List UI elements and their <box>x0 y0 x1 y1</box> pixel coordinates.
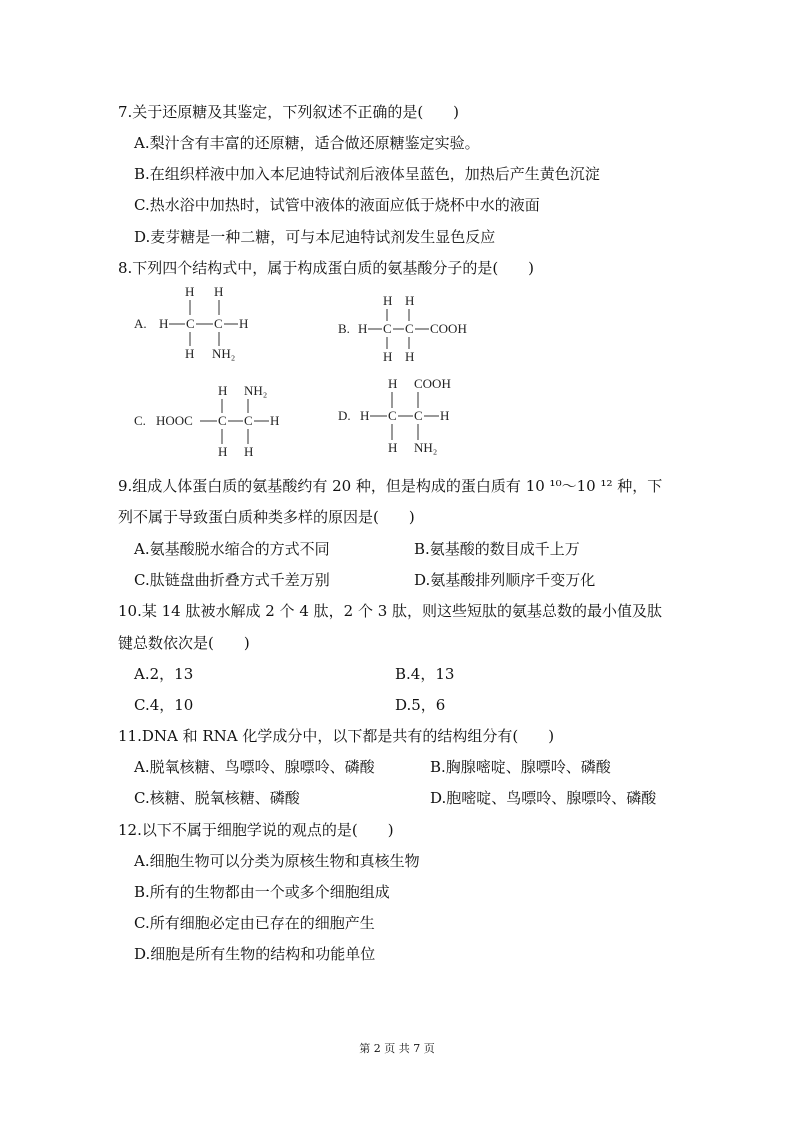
question-12-option-d: D.细胞是所有生物的结构和功能单位 <box>134 945 376 963</box>
question-9-option-b: B.氨基酸的数目成千上万 <box>414 540 580 558</box>
structure-a <box>134 283 264 363</box>
structure-d <box>338 372 478 462</box>
question-11-option-c: C.核糖、脱氧核糖、磷酸 <box>134 789 300 807</box>
structure-a-left-h: H <box>159 316 169 331</box>
structure-a-bottom-h: H <box>185 346 195 361</box>
structure-b-label: B. <box>338 321 350 336</box>
structure-c-carbon-2: C <box>244 413 253 428</box>
structure-c-label: C. <box>134 413 146 428</box>
question-7-stem: 7.关于还原糖及其鉴定，下列叙述不正确的是( ) <box>118 103 460 121</box>
page-footer: 第 2 页 共 7 页 <box>359 1042 435 1055</box>
question-10-option-d: D.5，6 <box>395 696 446 714</box>
question-9-option-d: D.氨基酸排列顺序千变万化 <box>414 571 596 589</box>
structure-c-carbon-1: C <box>218 413 227 428</box>
structure-b <box>338 293 498 373</box>
structure-b-carbon-1: C <box>383 321 392 336</box>
structure-b-top-h1: H <box>383 293 393 308</box>
structure-b-bottom-h1: H <box>383 349 393 364</box>
structure-d-bottom-h: H <box>388 440 398 455</box>
structure-a-label: A. <box>134 316 147 331</box>
question-10-option-b: B.4，13 <box>395 665 455 683</box>
question-9-option-c: C.肽链盘曲折叠方式千差万别 <box>134 571 330 589</box>
question-7-option-c: C.热水浴中加热时，试管中液体的液面应低于烧杯中水的液面 <box>134 196 540 214</box>
structure-b-carboxyl: COOH <box>430 321 467 336</box>
structure-d-carboxyl: COOH <box>414 376 451 391</box>
structure-c-right-h: H <box>270 413 280 428</box>
structure-c-carboxyl: HOOC <box>156 413 193 428</box>
question-10-option-c: C.4，10 <box>134 696 194 714</box>
structure-d-right-h: H <box>440 408 450 423</box>
question-9-stem-line-2: 列不属于导致蛋白质种类多样的原因是( ) <box>118 508 415 526</box>
question-10-stem-line-2: 键总数依次是( ) <box>118 634 250 652</box>
structure-c-bottom-h1: H <box>218 444 228 459</box>
question-7-option-a: A.梨汁含有丰富的还原糖，适合做还原糖鉴定实验。 <box>134 134 480 152</box>
structure-a-right-h: H <box>239 316 249 331</box>
structure-a-top-h1: H <box>185 284 195 299</box>
structure-d-label: D. <box>338 408 351 423</box>
question-11-option-b: B.胸腺嘧啶、腺嘌呤、磷酸 <box>430 758 611 776</box>
question-10-stem-line-1: 10.某 14 肽被水解成 2 个 4 肽，2 个 3 肽，则这些短肽的氨基总数的最小值及肽 <box>118 602 663 620</box>
structure-c-top-h: H <box>218 383 228 398</box>
structure-a-carbon-1: C <box>186 316 195 331</box>
structure-c-bottom-h2: H <box>244 444 254 459</box>
question-10-option-a: A.2，13 <box>134 665 194 683</box>
question-7-option-d: D.麦芽糖是一种二糖，可与本尼迪特试剂发生显色反应 <box>134 228 496 246</box>
question-12-stem: 12.以下不属于细胞学说的观点的是( ) <box>118 821 394 839</box>
structure-d-carbon-1: C <box>388 408 397 423</box>
question-9-option-a: A.氨基酸脱水缩合的方式不同 <box>134 540 330 558</box>
question-8-stem: 8.下列四个结构式中，属于构成蛋白质的氨基酸分子的是( ) <box>118 259 535 277</box>
structure-b-carbon-2: C <box>405 321 414 336</box>
question-12-option-a: A.细胞生物可以分类为原核生物和真核生物 <box>134 852 420 870</box>
structure-b-left-h: H <box>358 321 368 336</box>
question-7-option-b: B.在组织样液中加入本尼迪特试剂后液体呈蓝色，加热后产生黄色沉淀 <box>134 165 600 183</box>
structure-b-top-h2: H <box>405 293 415 308</box>
structure-c-amino-group: NH₂ <box>244 383 268 398</box>
question-9-stem-line-1: 9.组成人体蛋白质的氨基酸约有 20 种，但是构成的蛋白质有 10 ¹⁰～10 ¹² 种，下 <box>118 477 663 495</box>
question-12-option-b: B.所有的生物都由一个或多个细胞组成 <box>134 883 390 901</box>
structure-a-top-h2: H <box>214 284 224 299</box>
question-11-stem: 11.DNA 和 RNA 化学成分中，以下都是共有的结构组分有( ) <box>118 727 555 745</box>
structure-d-amino-group: NH₂ <box>414 440 438 455</box>
question-12-option-c: C.所有细胞必定由已存在的细胞产生 <box>134 914 375 932</box>
question-11-option-a: A.脱氧核糖、鸟嘌呤、腺嘌呤、磷酸 <box>134 758 375 776</box>
structure-c <box>134 380 304 460</box>
structure-d-left-h: H <box>360 408 370 423</box>
question-11-option-d: D.胞嘧啶、鸟嘌呤、腺嘌呤、磷酸 <box>430 789 657 807</box>
structure-d-carbon-2: C <box>414 408 423 423</box>
structure-b-bottom-h2: H <box>405 349 415 364</box>
structure-a-carbon-2: C <box>214 316 223 331</box>
structure-d-top-h: H <box>388 376 398 391</box>
structure-a-amino-group: NH₂ <box>212 346 236 361</box>
